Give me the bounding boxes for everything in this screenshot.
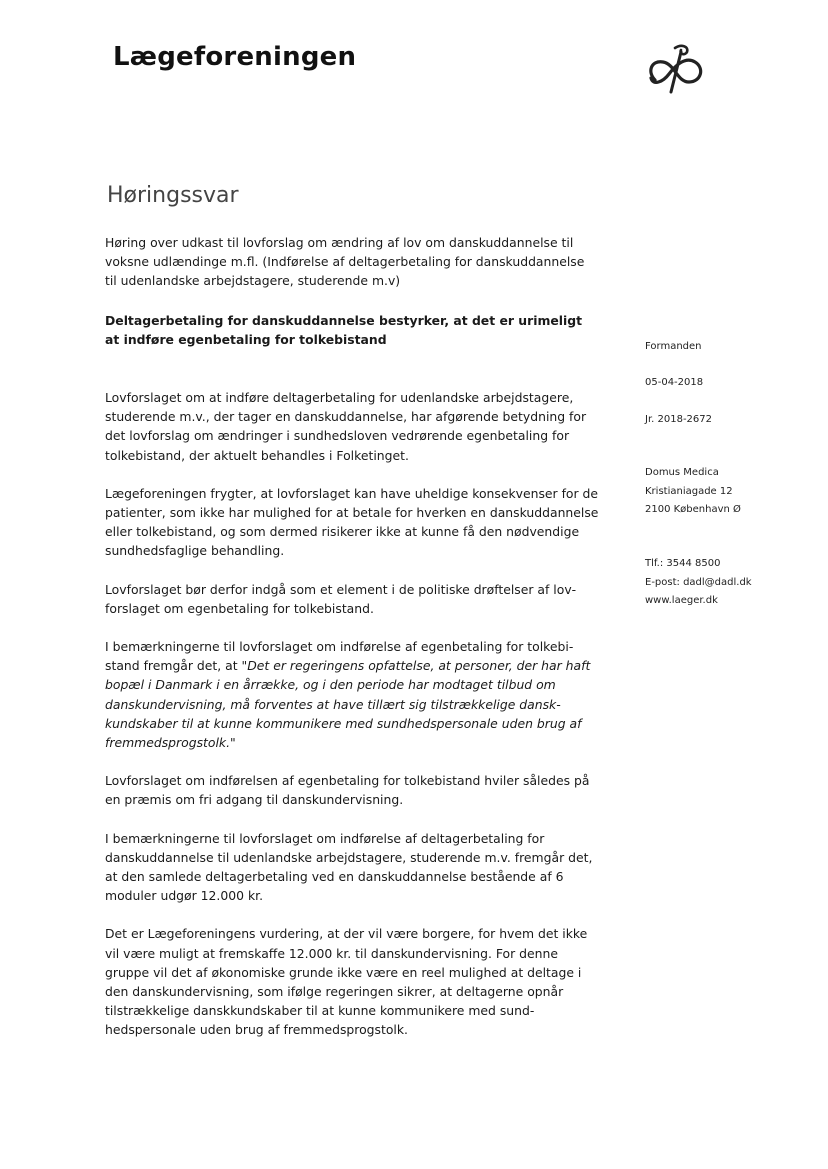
- journal-number: Jr. 2018-2672: [645, 414, 713, 425]
- sender-role: Formanden: [645, 341, 702, 352]
- paragraph-7: Det er Lægeforeningens vurdering, at der vil være borgere, for hvem det ikke vil være muligt at fremskaffe 12.000 kr. til danskundervisning. For denne gruppe vil det af økonomiske grunde ikke være en reel mulighed at deltage i den danskundervisning, som ifølge regeringen sikrer, at deltagerne opnår tilstrækkelige danskkundskaber til at kunne kommunikere med sundhedspersonale uden brug af fremmedsprogstolk.: [105, 926, 588, 1038]
- paragraph-3: Lovforslaget bør derfor indgå som et element i de politiske drøftelser af lovforslaget om egenbetaling for tolkebistand.: [105, 581, 577, 616]
- paragraph-4-quote: "Det er regeringens opfattelse, at personer, der har haft bopæl i Danmark i en årrække, og i den periode har modtaget tilbud om danskundervisning, må forventes at have tillært sig tilstrækkelige danskkundskaber til at kunne kommunikere med sundhedspersonale uden brug af fremmedsprogstolk.": [105, 658, 591, 751]
- address-name: Domus Medica: [645, 467, 719, 478]
- heading-text: Deltagerbetaling for danskuddannelse bestyrker, at det er urimeligt at indføre egenbetaling for tolkebistand: [105, 313, 583, 348]
- paragraph-4-intro: I bemærkningerne til lovforslaget om indførelse af egenbetaling for tolkebistand fremgår det, at: [105, 639, 574, 674]
- paragraph-6: I bemærkningerne til lovforslaget om indførelse af deltagerbetaling for danskuddannelse til udenlandske arbejdstagere, studerende m.v. fremgår det, at den samlede deltagerbetaling ved en danskuddannelse bestående af 6 moduler udgør 12.000 kr.: [105, 830, 593, 904]
- org-name: Lægeforeningen: [113, 42, 357, 72]
- letter-date: 05-04-2018: [645, 377, 704, 388]
- subject-paragraph: Høring over udkast til lovforslag om ændring af lov om danskuddannelse til voksne udlændinge m.fl. (Indførelse af deltagerbetaling for danskuddannelse til udenlandske arbejdstagere, studerende m.v): [105, 235, 585, 289]
- email: E-post: dadl@dadl.dk: [645, 576, 752, 588]
- phone: Tlf.: 3544 8500: [645, 558, 721, 569]
- contact-block: [645, 555, 815, 611]
- subject-text: [105, 233, 600, 291]
- paragraph-1: Lovforslaget om at indføre deltagerbetaling for udenlandske arbejdstagere, studerende m.v., der tager en danskuddannelse, har afgørende betydning for det lovforslag om ændringer i sundhedsloven vedrørende egenbetaling for tolkebistand, der aktuelt behandles i Folketinget.: [105, 390, 587, 463]
- address-city: 2100 København Ø: [645, 504, 741, 515]
- page-title: Høringssvar: [107, 183, 239, 208]
- section-heading: [105, 311, 600, 349]
- body-text: [105, 388, 600, 1059]
- website: www.laeger.dk: [645, 595, 718, 606]
- paragraph-2: Lægeforeningen frygter, at lovforslaget kan have uheldige konsekvenser for de patienter, som ikke har mulighed for at betale for hverken en danskuddannelse eller tolkebistand, og som dermed risikerer ikke at kunne få den nødvendige sundhedsfaglige behandling.: [105, 485, 599, 559]
- snake-staff-logo-icon: [645, 42, 707, 94]
- address-street: Kristianiagade 12: [645, 485, 733, 497]
- paragraph-5: Lovforslaget om indførelsen af egenbetaling for tolkebistand hviler således på en præmis om fri adgang til danskundervisning.: [105, 773, 590, 808]
- paragraph-4: [105, 637, 600, 752]
- address-block: [645, 464, 815, 520]
